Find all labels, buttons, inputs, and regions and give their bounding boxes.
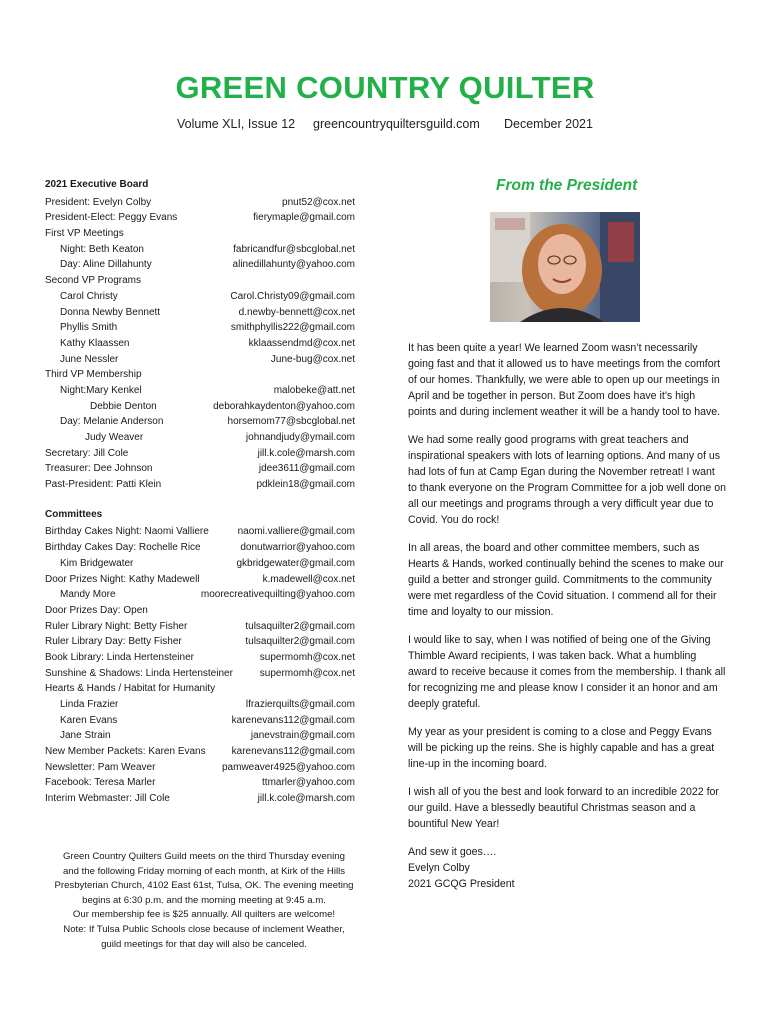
board-row	[45, 352, 355, 368]
board-member-email[interactable]: johnandjudy@ymail.com	[245, 432, 355, 444]
board-row	[45, 257, 355, 273]
committee-member-email[interactable]: karenevans112@gmail.com	[231, 714, 355, 726]
board-row	[45, 461, 355, 477]
committee-member-email[interactable]: pamweaver4925@yahoo.com	[221, 761, 355, 773]
signature-title: 2021 GCQG President	[408, 878, 515, 890]
committee-member-email[interactable]: supermomh@cox.net	[259, 667, 355, 679]
committee-row	[45, 634, 355, 650]
board-member-name: Secretary: Jill Cole	[45, 447, 129, 459]
committee-member-name: Facebook: Teresa Marler	[45, 777, 156, 789]
board-row	[45, 305, 355, 321]
board-member-name: First VP Meetings	[45, 228, 124, 240]
committee-member-name: Book Library: Linda Hertensteiner	[45, 651, 194, 663]
board-member-email[interactable]: June-bug@cox.net	[270, 353, 355, 365]
board-member-email[interactable]: fierymaple@gmail.com	[253, 212, 355, 224]
committee-row	[45, 697, 355, 713]
committee-member-name: Kim Bridgewater	[60, 557, 134, 569]
board-member-name: Kathy Klaassen	[60, 337, 130, 349]
sign-off: And sew it goes….	[408, 846, 497, 858]
committee-member-email[interactable]: k.madewell@cox.net	[262, 573, 355, 585]
committee-member-email[interactable]: jill.k.cole@marsh.com	[257, 793, 355, 805]
website-link[interactable]: greencountryquiltersguild.com	[313, 117, 480, 131]
board-member-name: Judy Weaver	[85, 432, 144, 444]
committee-member-name: Interim Webmaster: Jill Cole	[45, 793, 170, 805]
committee-member-name: Hearts & Hands / Habitat for Humanity	[45, 683, 216, 695]
board-member-name: Treasurer: Dee Johnson	[45, 463, 153, 475]
committee-member-email[interactable]: supermomh@cox.net	[259, 651, 355, 663]
board-member-name: June Nessler	[60, 353, 119, 365]
committee-row	[45, 666, 355, 682]
meeting-info	[45, 850, 363, 952]
committees-list	[45, 524, 355, 806]
committee-row	[45, 603, 355, 619]
committee-row	[45, 728, 355, 744]
board-member-name: President: Evelyn Colby	[45, 196, 152, 208]
board-row	[45, 242, 355, 258]
committee-row	[45, 540, 355, 556]
letter-paragraph: I wish all of you the best and look forward to an incredible 2022 for our guild. Have a blessedly beautiful Christmas season and a bountiful New Year!	[408, 786, 719, 830]
board-member-name: Night: Beth Keaton	[60, 243, 144, 255]
board-member-name: Phyllis Smith	[60, 322, 118, 334]
committee-member-name: Ruler Library Night: Betty Fisher	[45, 620, 188, 632]
board-member-email[interactable]: jdee3611@gmail.com	[258, 463, 355, 475]
issue-date: December 2021	[504, 117, 593, 131]
committee-row	[45, 681, 355, 697]
committee-member-email[interactable]: moorecreativequilting@yahoo.com	[200, 589, 355, 601]
board-member-name: Past-President: Patti Klein	[45, 479, 162, 491]
board-row	[45, 195, 355, 211]
board-row	[45, 226, 355, 242]
meeting-info-line: Presbyterian Church, 4102 East 61st, Tulsa, OK. The evening meeting	[54, 880, 354, 892]
president-letter	[408, 340, 726, 892]
volume-issue: Volume XLI, Issue 12	[177, 117, 296, 131]
president-photo	[490, 212, 640, 322]
meeting-info-line: Green Country Quilters Guild meets on the third Thursday evening	[63, 851, 345, 862]
masthead	[0, 70, 770, 106]
board-member-name: Third VP Membership	[45, 369, 142, 381]
board-row	[45, 383, 355, 399]
committee-member-email[interactable]: lfrazierquilts@gmail.com	[245, 699, 355, 711]
board-member-email[interactable]: jill.k.cole@marsh.com	[257, 447, 355, 459]
board-member-email[interactable]: fabricandfur@sbcglobal.net	[233, 243, 355, 255]
board-member-email[interactable]: pdklein18@gmail.com	[256, 479, 355, 491]
committee-row	[45, 556, 355, 572]
committee-member-email[interactable]: gkbridgewater@gmail.com	[236, 557, 355, 569]
board-member-email[interactable]: smithphyllis222@gmail.com	[230, 322, 355, 334]
committee-member-name: Linda Frazier	[60, 699, 119, 711]
board-member-email[interactable]: d.newby-bennett@cox.net	[238, 306, 355, 318]
board-member-name: President-Elect: Peggy Evans	[45, 212, 178, 224]
board-row	[45, 414, 355, 430]
committee-member-email[interactable]: tulsaquilter2@gmail.com	[245, 636, 355, 648]
meeting-info-line: guild meetings for that day will also be canceled.	[101, 938, 307, 950]
committee-member-name: Newsletter: Pam Weaver	[45, 761, 156, 773]
letter-paragraph: My year as your president is coming to a close and Peggy Evans will be picking up the reins. She is highly capable and has a great line-up in the incoming board.	[408, 726, 715, 770]
president-heading: From the President	[496, 177, 638, 194]
committee-member-email[interactable]: ttmarler@yahoo.com	[262, 777, 355, 789]
board-member-email[interactable]: horsemom77@sbcglobal.net	[227, 416, 355, 428]
committee-member-name: Jane Strain	[60, 730, 111, 742]
committee-member-email[interactable]: janevstrain@gmail.com	[250, 730, 355, 742]
meeting-info-line: begins at 6:30 p.m. and the morning meeting at 9:45 a.m.	[82, 894, 326, 906]
committee-row	[45, 587, 355, 603]
board-row	[45, 320, 355, 336]
board-member-email[interactable]: malobeke@att.net	[273, 384, 355, 396]
signature-name: Evelyn Colby	[408, 862, 470, 874]
board-member-name: Night:Mary Kenkel	[60, 384, 142, 396]
committee-member-email[interactable]: naomi.valliere@gmail.com	[237, 526, 355, 538]
board-member-name: Day: Aline Dillahunty	[60, 259, 152, 271]
committee-member-email[interactable]: tulsaquilter2@gmail.com	[245, 620, 355, 632]
meeting-info-line: and the following Friday morning of each month, at Kirk of the Hills	[62, 865, 346, 877]
board-row	[45, 336, 355, 352]
board-member-name: Second VP Programs	[45, 275, 141, 287]
committee-member-name: Ruler Library Day: Betty Fisher	[45, 636, 182, 648]
committee-member-email[interactable]: karenevans112@gmail.com	[231, 746, 355, 758]
board-row	[45, 446, 355, 462]
board-row	[45, 477, 355, 493]
meeting-info-line: Note: If Tulsa Public Schools close because of inclement Weather,	[63, 923, 345, 935]
letter-paragraph: In all areas, the board and other committee members, such as Hearts & Hands, worked continually behind the scenes to make our guild a better and stronger guild. Commitments to the community were met regardless of the Covid situation. I commend all for their time and loyalty to our mission.	[408, 542, 724, 618]
committee-row	[45, 713, 355, 729]
committee-member-name: Door Prizes Night: Kathy Madewell	[45, 573, 200, 585]
committee-row	[45, 791, 355, 807]
president-portrait-icon	[490, 212, 640, 322]
committee-member-email[interactable]: donutwarrior@yahoo.com	[240, 542, 355, 554]
committee-member-name: Mandy More	[60, 589, 116, 601]
committee-row	[45, 619, 355, 635]
board-row	[45, 289, 355, 305]
committee-row	[45, 524, 355, 540]
letter-paragraph: I would like to say, when I was notified of being one of the Giving Thimble Award recipients, I was taken back. What a humbling award to receive because it comes from the membership. I thank all for recognizing me and please know I consider it an honor and am deeply grateful.	[408, 634, 726, 710]
board-row	[45, 210, 355, 226]
committee-row	[45, 744, 355, 760]
board-member-email[interactable]: Carol.Christy09@gmail.com	[230, 290, 355, 302]
newsletter-title: GREEN COUNTRY QUILTER	[175, 70, 595, 105]
letter-paragraph: It has been quite a year! We learned Zoom wasn’t necessarily going fast and that it allowed us to have meetings from the comfort of our homes. Thankfully, we were able to open up our meetings in April and be together in person. But Zoom does have it’s high points and during inclement weather it will be a handy tool to have.	[408, 342, 721, 418]
board-row	[45, 367, 355, 383]
board-member-name: Donna Newby Bennett	[60, 306, 161, 318]
committee-row	[45, 760, 355, 776]
board-member-name: Carol Christy	[60, 290, 118, 302]
committee-row	[45, 572, 355, 588]
board-member-email[interactable]: deborahkaydenton@yahoo.com	[213, 400, 355, 412]
committee-row	[45, 650, 355, 666]
letter-paragraph: We had some really good programs with great teachers and inspirational speakers with lots of learning options. And many of us had lots of fun at Camp Egan during the November retreat! I want to thank everyone on the Program Committee for a job well done on all our meetings and programs through a very difficult year due to Covid. You do rock!	[408, 434, 726, 526]
board-row	[45, 273, 355, 289]
board-row	[45, 399, 355, 415]
board-row	[45, 430, 355, 446]
committees-title: Committees	[45, 508, 103, 520]
board-member-email[interactable]: kklaassendmd@cox.net	[248, 337, 355, 349]
meeting-info-line: Our membership fee is $25 annually. All quilters are welcome!	[72, 909, 336, 921]
board-list	[45, 195, 355, 493]
board-member-email[interactable]: alinedillahunty@yahoo.com	[232, 259, 355, 271]
board-member-email[interactable]: pnut52@cox.net	[282, 196, 355, 208]
committee-row	[45, 775, 355, 791]
board-member-name: Debbie Denton	[90, 400, 157, 412]
committee-member-name: Birthday Cakes Day: Rochelle Rice	[45, 542, 201, 554]
committee-member-name: Birthday Cakes Night: Naomi Valliere	[45, 526, 209, 538]
committee-member-name: New Member Packets: Karen Evans	[45, 746, 206, 758]
board-column	[45, 177, 355, 807]
board-member-name: Day: Melanie Anderson	[60, 416, 164, 428]
committee-member-name: Karen Evans	[60, 714, 118, 726]
committee-member-name: Door Prizes Day: Open	[45, 604, 148, 616]
board-title: 2021 Executive Board	[45, 179, 149, 190]
committee-member-name: Sunshine & Shadows: Linda Hertensteiner	[45, 667, 233, 679]
